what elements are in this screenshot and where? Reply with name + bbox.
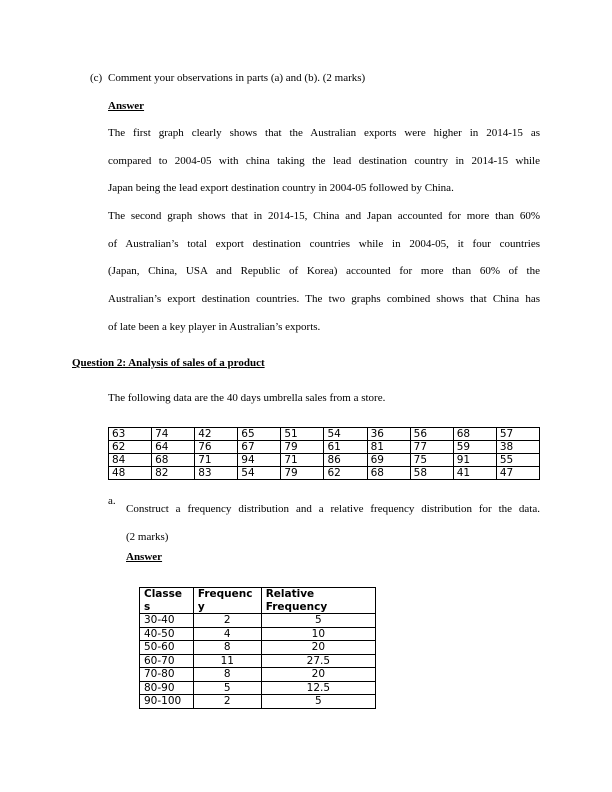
sales-cell: 68 bbox=[367, 467, 410, 480]
frequency-cell: 8 bbox=[193, 668, 261, 682]
frequency-cell: 2 bbox=[193, 614, 261, 628]
frequency-cell: 11 bbox=[193, 654, 261, 668]
part-c-answer-label: Answer bbox=[108, 100, 145, 112]
sales-cell: 42 bbox=[195, 428, 238, 441]
part-c-label: (c) bbox=[90, 72, 103, 84]
sales-cell: 63 bbox=[109, 428, 152, 441]
sales-cell: 47 bbox=[496, 467, 539, 480]
frequency-table bbox=[139, 587, 376, 709]
sales-row bbox=[109, 454, 540, 467]
sales-cell: 62 bbox=[109, 441, 152, 454]
sales-cell: 75 bbox=[410, 454, 453, 467]
class-cell: 60-70 bbox=[140, 654, 194, 668]
sales-cell: 51 bbox=[281, 428, 324, 441]
class-cell: 70-80 bbox=[140, 668, 194, 682]
header-line: Classe bbox=[144, 588, 183, 600]
sales-row bbox=[109, 428, 540, 441]
paragraph-line: The first graph clearly shows that the Australian exports were higher in 2014-15 as bbox=[108, 127, 540, 139]
frequency-row bbox=[140, 695, 376, 709]
relative-frequency-cell: 5 bbox=[261, 695, 375, 709]
frequency-cell: 2 bbox=[193, 695, 261, 709]
sales-cell: 68 bbox=[152, 454, 195, 467]
sales-cell: 71 bbox=[281, 454, 324, 467]
class-cell: 90-100 bbox=[140, 695, 194, 709]
sales-cell: 54 bbox=[324, 428, 367, 441]
sales-cell: 71 bbox=[195, 454, 238, 467]
frequency-cell: 5 bbox=[193, 681, 261, 695]
answer-paragraph-2 bbox=[108, 203, 540, 341]
header-line: Frequency bbox=[265, 600, 328, 613]
frequency-cell: 4 bbox=[193, 627, 261, 641]
header-line: s bbox=[144, 600, 151, 613]
sales-cell: 83 bbox=[195, 467, 238, 480]
class-cell: 50-60 bbox=[140, 641, 194, 655]
class-cell: 80-90 bbox=[140, 681, 194, 695]
relative-frequency-cell: 27.5 bbox=[261, 654, 375, 668]
sales-cell: 62 bbox=[324, 467, 367, 480]
class-cell: 30-40 bbox=[140, 614, 194, 628]
frequency-row bbox=[140, 641, 376, 655]
sales-cell: 65 bbox=[238, 428, 281, 441]
paragraph-line: of Australian’s total export destination countries while in 2004-05, it four countries bbox=[108, 237, 540, 250]
paragraph-line: Japan being the lead export destination country in 2004-05 followed by China. bbox=[108, 182, 454, 195]
part-c-text: Comment your observations in parts (a) and (b). (2 marks) bbox=[108, 72, 366, 84]
sales-cell: 86 bbox=[324, 454, 367, 467]
relative-frequency-cell: 20 bbox=[261, 641, 375, 655]
paragraph-line: of late been a key player in Australian’s exports. bbox=[108, 320, 321, 333]
frequency-row bbox=[140, 668, 376, 682]
header-frequency bbox=[193, 588, 261, 614]
part-a-line: (2 marks) bbox=[126, 531, 169, 543]
question-2-intro: The following data are the 40 days umbrella sales from a store. bbox=[108, 392, 386, 404]
sales-cell: 94 bbox=[238, 454, 281, 467]
header-line: Frequenc bbox=[197, 588, 253, 600]
sales-cell: 91 bbox=[453, 454, 496, 467]
sales-cell: 38 bbox=[496, 441, 539, 454]
part-a-line: Construct a frequency distribution and a relative frequency distribution for the data. bbox=[126, 503, 540, 515]
sales-cell: 68 bbox=[453, 428, 496, 441]
frequency-table-header bbox=[140, 588, 376, 614]
frequency-row bbox=[140, 627, 376, 641]
sales-cell: 59 bbox=[453, 441, 496, 454]
sales-cell: 57 bbox=[496, 428, 539, 441]
sales-cell: 82 bbox=[152, 467, 195, 480]
sales-row bbox=[109, 467, 540, 480]
paragraph-line: (Japan, China, USA and Republic of Korea) accounted for more than 60% of the bbox=[108, 265, 540, 278]
sales-cell: 41 bbox=[453, 467, 496, 480]
sales-cell: 67 bbox=[238, 441, 281, 454]
sales-cell: 81 bbox=[367, 441, 410, 454]
relative-frequency-cell: 20 bbox=[261, 668, 375, 682]
header-classes bbox=[140, 588, 194, 614]
class-cell: 40-50 bbox=[140, 627, 194, 641]
sales-cell: 76 bbox=[195, 441, 238, 454]
frequency-row bbox=[140, 654, 376, 668]
sales-cell: 77 bbox=[410, 441, 453, 454]
sales-cell: 61 bbox=[324, 441, 367, 454]
sales-cell: 79 bbox=[281, 467, 324, 480]
sales-cell: 58 bbox=[410, 467, 453, 480]
frequency-row bbox=[140, 614, 376, 628]
paragraph-line: The second graph shows that in 2014-15, China and Japan accounted for more than 60% bbox=[108, 210, 540, 222]
part-a-label: a. bbox=[108, 495, 116, 507]
answer-paragraph-1 bbox=[108, 120, 540, 203]
sales-cell: 64 bbox=[152, 441, 195, 454]
sales-cell: 56 bbox=[410, 428, 453, 441]
relative-frequency-cell: 5 bbox=[261, 614, 375, 628]
header-line: Relative bbox=[265, 588, 315, 600]
relative-frequency-cell: 10 bbox=[261, 627, 375, 641]
header-line: y bbox=[197, 600, 205, 613]
part-a-answer-label: Answer bbox=[126, 551, 163, 563]
sales-cell: 69 bbox=[367, 454, 410, 467]
sales-cell: 36 bbox=[367, 428, 410, 441]
paragraph-line: Australian’s export destination countries. The two graphs combined shows that China has bbox=[108, 293, 540, 306]
sales-cell: 84 bbox=[109, 454, 152, 467]
header-relative-frequency bbox=[261, 588, 375, 614]
paragraph-line: compared to 2004-05 with china taking the lead destination country in 2014-15 while bbox=[108, 154, 540, 167]
sales-cell: 79 bbox=[281, 441, 324, 454]
sales-row bbox=[109, 441, 540, 454]
sales-data-table bbox=[108, 427, 540, 480]
sales-cell: 55 bbox=[496, 454, 539, 467]
question-2-heading: Question 2: Analysis of sales of a product bbox=[72, 357, 265, 369]
frequency-cell: 8 bbox=[193, 641, 261, 655]
frequency-row bbox=[140, 681, 376, 695]
sales-cell: 54 bbox=[238, 467, 281, 480]
relative-frequency-cell: 12.5 bbox=[261, 681, 375, 695]
sales-cell: 74 bbox=[152, 428, 195, 441]
sales-cell: 48 bbox=[109, 467, 152, 480]
